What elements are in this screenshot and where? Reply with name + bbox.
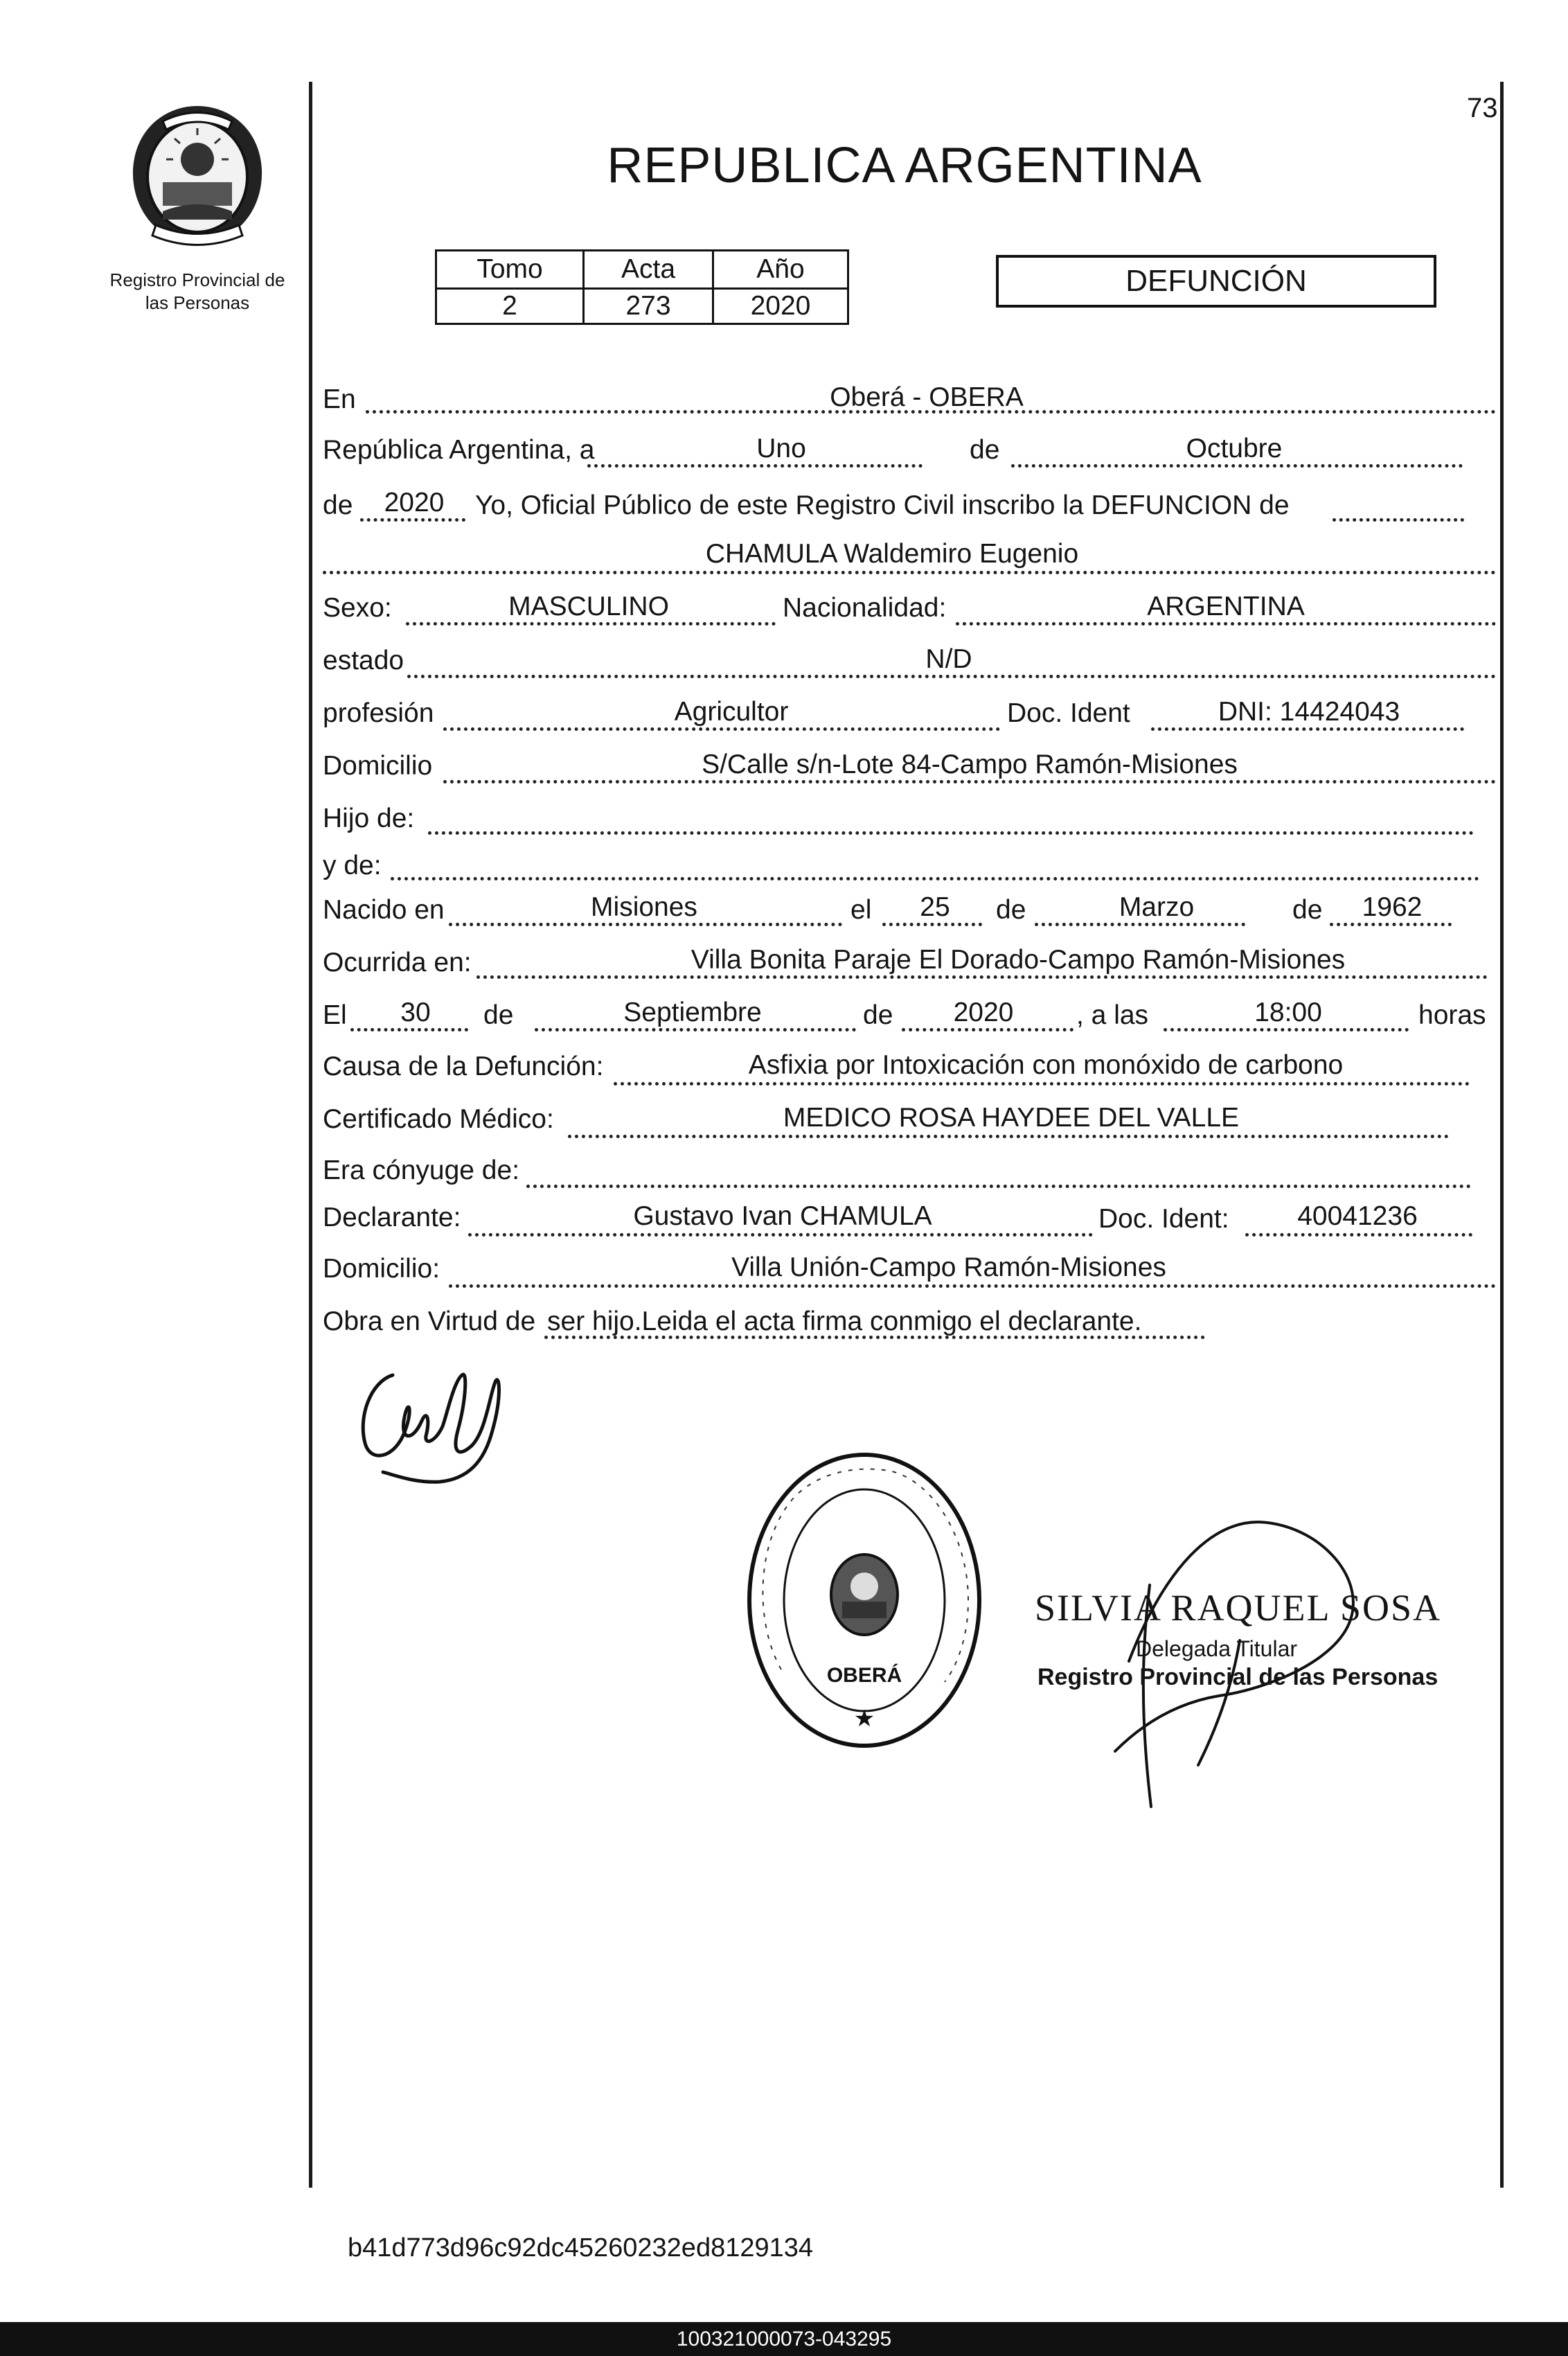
value-anio-defuncion: 2020 bbox=[953, 998, 1014, 1027]
registry-stamp bbox=[740, 1441, 989, 1760]
register-header-tomo: Tomo bbox=[436, 251, 584, 289]
dotted-line bbox=[568, 1135, 1449, 1138]
label-y-de: y de: bbox=[323, 851, 382, 880]
label-horas: horas bbox=[1418, 1000, 1486, 1030]
label-nacionalidad: Nacionalidad: bbox=[783, 593, 947, 623]
value-dia: Uno bbox=[756, 434, 806, 463]
label-doc-ident-declarante: Doc. Ident: bbox=[1098, 1204, 1229, 1234]
value-declarante: Gustavo Ivan CHAMULA bbox=[633, 1201, 932, 1231]
label-oficial-publico: Yo, Oficial Público de este Registro Civil inscribo la DEFUNCION de bbox=[475, 490, 1290, 520]
value-causa: Asfixia por Intoxicación con monóxido de carbono bbox=[748, 1050, 1344, 1080]
label-obra-en-virtud: Obra en Virtud de bbox=[323, 1307, 536, 1336]
value-lugar: Oberá - OBERA bbox=[830, 382, 1024, 412]
label-de: de bbox=[483, 1000, 514, 1030]
register-value-tomo: 2 bbox=[436, 289, 584, 324]
value-dia-nacimiento: 25 bbox=[920, 892, 950, 922]
value-profesion: Agricultor bbox=[674, 697, 789, 727]
value-nombre: CHAMULA Waldemiro Eugenio bbox=[705, 539, 1079, 569]
value-obra-texto: ser hijo.Leida el acta firma conmigo el declarante. bbox=[547, 1307, 1142, 1336]
province-seal-logo bbox=[125, 100, 270, 249]
document-title: REPUBLICA ARGENTINA bbox=[607, 138, 1202, 193]
value-nacionalidad: ARGENTINA bbox=[1147, 592, 1305, 621]
value-certificado: MEDICO ROSA HAYDEE DEL VALLE bbox=[783, 1103, 1240, 1133]
label-el: el bbox=[850, 895, 872, 925]
label-conyuge: Era cónyuge de: bbox=[323, 1155, 520, 1185]
document-type-label: DEFUNCIÓN bbox=[1125, 264, 1307, 298]
label-de: de bbox=[970, 435, 1000, 465]
agency-name: Registro Provincial de las Personas bbox=[109, 269, 285, 313]
dotted-line bbox=[1333, 518, 1464, 522]
dotted-line bbox=[544, 1336, 1205, 1339]
dotted-line bbox=[443, 727, 1000, 731]
label-domicilio: Domicilio bbox=[323, 751, 433, 781]
value-documento: DNI: 14424043 bbox=[1218, 697, 1400, 727]
dotted-line bbox=[535, 1028, 856, 1031]
dotted-line bbox=[443, 780, 1496, 783]
footer-bar bbox=[0, 2322, 1568, 2356]
dotted-line bbox=[587, 464, 923, 468]
officer-agency: Registro Provincial de las Personas bbox=[1037, 1664, 1438, 1690]
value-lugar-defuncion: Villa Bonita Paraje El Dorado-Campo Ramón-Misiones bbox=[691, 945, 1346, 975]
dotted-line bbox=[428, 831, 1474, 835]
page-number: 73 bbox=[1467, 93, 1498, 123]
label-de: de bbox=[996, 895, 1026, 925]
dotted-line bbox=[526, 1185, 1471, 1188]
dotted-line bbox=[1164, 1028, 1409, 1031]
label-en: En bbox=[323, 384, 356, 414]
dotted-line bbox=[1151, 727, 1464, 731]
right-margin-line bbox=[1500, 82, 1504, 2188]
dotted-line bbox=[360, 518, 465, 522]
label-doc-ident: Doc. Ident bbox=[1007, 698, 1130, 728]
dotted-line bbox=[468, 1233, 1093, 1237]
value-dia-defuncion: 30 bbox=[400, 998, 431, 1027]
label-de: de bbox=[323, 490, 353, 520]
svg-text:OBERÁ: OBERÁ bbox=[826, 1664, 902, 1687]
register-header-acta: Acta bbox=[584, 251, 713, 289]
value-anio: 2020 bbox=[384, 488, 445, 517]
register-value-acta: 273 bbox=[584, 289, 713, 324]
value-lugar-nacimiento: Misiones bbox=[591, 892, 697, 922]
footer-code: 100321000073-043295 bbox=[676, 2328, 892, 2350]
dotted-line bbox=[406, 622, 776, 626]
officer-name: SILVIA RAQUEL SOSA bbox=[1035, 1587, 1442, 1629]
label-de: de bbox=[1292, 895, 1323, 925]
label-hijo-de: Hijo de: bbox=[323, 804, 415, 833]
svg-text:★: ★ bbox=[853, 1705, 875, 1733]
label-republica: República Argentina, a bbox=[323, 435, 595, 465]
value-mes-defuncion: Septiembre bbox=[623, 998, 762, 1027]
dotted-line bbox=[323, 571, 1496, 574]
dotted-line bbox=[1245, 1233, 1472, 1237]
dotted-line bbox=[1330, 923, 1452, 926]
dotted-line bbox=[449, 1284, 1496, 1288]
dotted-line bbox=[350, 1028, 468, 1031]
label-certificado: Certificado Médico: bbox=[323, 1104, 554, 1134]
value-anio-nacimiento: 1962 bbox=[1362, 892, 1423, 922]
dotted-line bbox=[391, 877, 1479, 880]
label-a-las: , a las bbox=[1076, 1000, 1149, 1030]
label-estado: estado bbox=[323, 646, 404, 675]
value-hora: 18:00 bbox=[1254, 998, 1322, 1027]
declarant-signature bbox=[350, 1354, 516, 1493]
value-mes: Octubre bbox=[1186, 434, 1283, 463]
dotted-line bbox=[956, 622, 1496, 626]
dotted-line bbox=[476, 975, 1488, 979]
dotted-line bbox=[614, 1082, 1470, 1086]
dotted-line bbox=[902, 1028, 1073, 1031]
left-margin-line bbox=[309, 82, 312, 2188]
label-el-fecha: El bbox=[323, 1000, 347, 1030]
label-causa: Causa de la Defunción: bbox=[323, 1052, 604, 1081]
dotted-line bbox=[1011, 464, 1463, 468]
dotted-line bbox=[1035, 923, 1245, 926]
label-nacido-en: Nacido en bbox=[323, 895, 445, 925]
label-profesion: profesión bbox=[323, 698, 434, 728]
dotted-line bbox=[407, 675, 1496, 678]
register-table bbox=[435, 249, 849, 325]
label-domicilio-declarante: Domicilio: bbox=[323, 1254, 440, 1284]
value-estado: N/D bbox=[925, 644, 972, 674]
register-value-anio: 2020 bbox=[713, 289, 848, 324]
value-mes-nacimiento: Marzo bbox=[1119, 892, 1195, 922]
officer-title: Delegada Titular bbox=[1136, 1636, 1298, 1661]
value-domicilio-declarante: Villa Unión-Campo Ramón-Misiones bbox=[731, 1252, 1166, 1282]
label-sexo: Sexo: bbox=[323, 593, 392, 623]
dotted-line bbox=[449, 923, 842, 926]
label-declarante: Declarante: bbox=[323, 1203, 461, 1232]
dotted-line bbox=[882, 923, 982, 926]
value-sexo: MASCULINO bbox=[508, 592, 669, 621]
label-de: de bbox=[863, 1000, 893, 1030]
value-doc-declarante: 40041236 bbox=[1297, 1201, 1418, 1231]
register-header-anio: Año bbox=[713, 251, 848, 289]
document-type-box bbox=[996, 255, 1436, 308]
value-domicilio: S/Calle s/n-Lote 84-Campo Ramón-Misiones bbox=[702, 750, 1238, 779]
label-ocurrida-en: Ocurrida en: bbox=[323, 948, 472, 977]
document-hash: b41d773d96c92dc45260232ed8129134 bbox=[348, 2233, 814, 2262]
